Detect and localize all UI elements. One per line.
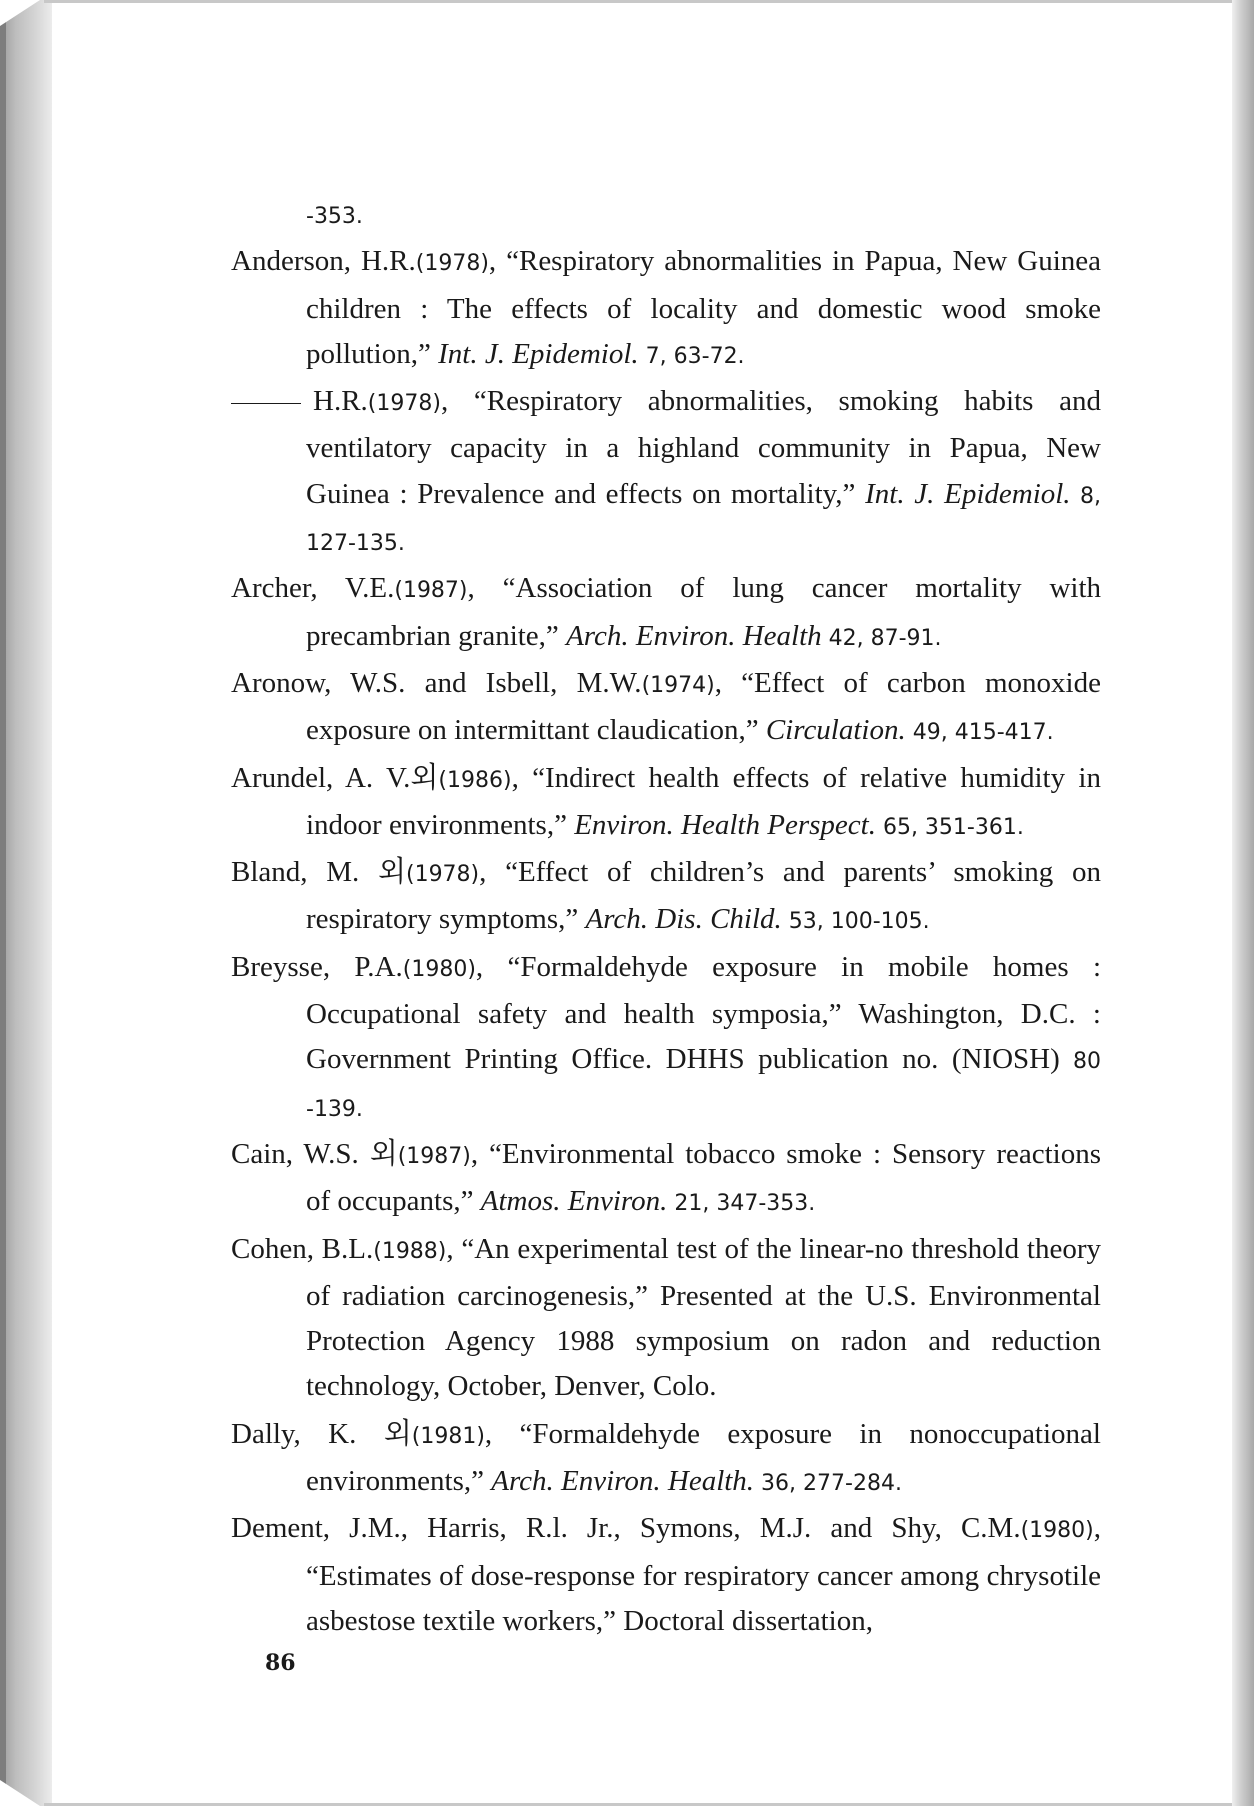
page-number: 86 bbox=[265, 1650, 296, 1676]
continuation-text: -353. bbox=[306, 204, 363, 229]
reference-entry: Bland, M. 외(1978), “Effect of children’s and parents’ smoking on respiratory symptoms,” Arch. Dis. Child. 53, 100-105. bbox=[231, 856, 1101, 936]
reference-entry: Breysse, P.A.(1980), “Formaldehyde exposure in mobile homes : Occupational safety and health symposia,” Washington, D.C. : Government Printing Office. DHHS publication no. (NIOSH) 80 -139. bbox=[231, 950, 1102, 1122]
reference-entry: Cohen, B.L.(1988), “An experimental test of the linear-no threshold theory of radiation carcinogenesis,” Presented at the U.S. Environmental Protection Agency 1988 symposium on radon and reduction technology, October, Denver, Colo. bbox=[231, 1232, 1101, 1403]
reference-list bbox=[231, 194, 1101, 1646]
reference-entry: Dally, K. 외(1981), “Formaldehyde exposure in nonoccupational environments,” Arch. Environ. Health. 36, 277-284. bbox=[231, 1417, 1101, 1498]
ditto-dash bbox=[231, 403, 301, 404]
reference-entry: Archer, V.E.(1987), “Association of lung cancer mortality with precambrian granite,” Arch. Environ. Health 42, 87-91. bbox=[231, 572, 1102, 652]
reference-entry: Aronow, W.S. and Isbell, M.W.(1974), “Effect of carbon monoxide exposure on intermittant claudication,” Circulation. 49, 415-417. bbox=[231, 666, 1101, 747]
book-right-shadow bbox=[1232, 0, 1254, 1806]
reference-entry: H.R.(1978), “Respiratory abnormalities, smoking habits and ventilatory capacity in a highland community in Papua, New Guinea : Prevalence and effects on mortality,” Int. J. Epidemiol. 8, 127-135. bbox=[231, 379, 1101, 566]
reference-entry: Cain, W.S. 외(1987), “Environmental tobacco smoke : Sensory reactions of occupants,” Atmos. Environ. 21, 347-353. bbox=[231, 1137, 1101, 1218]
reference-entry: Anderson, H.R.(1978), “Respiratory abnormalities in Papua, New Guinea children : The effects of locality and domestic wood smoke pollution,” Int. J. Epidemiol. 7, 63-72. bbox=[231, 245, 1102, 370]
book-spine bbox=[0, 0, 6, 1806]
reference-entry: Dement, J.M., Harris, R.l. Jr., Symons, M.J. and Shy, C.M.(1980), “Estimates of dose-response for respiratory cancer among chrysotile asbestose textile workers,” Doctoral dissertation, bbox=[231, 1512, 1101, 1637]
reference-entry: Arundel, A. V.외(1986), “Indirect health effects of relative humidity in indoor environments,” Environ. Health Perspect. 65, 351-361. bbox=[231, 761, 1101, 841]
book-left-edge bbox=[0, 0, 52, 1806]
